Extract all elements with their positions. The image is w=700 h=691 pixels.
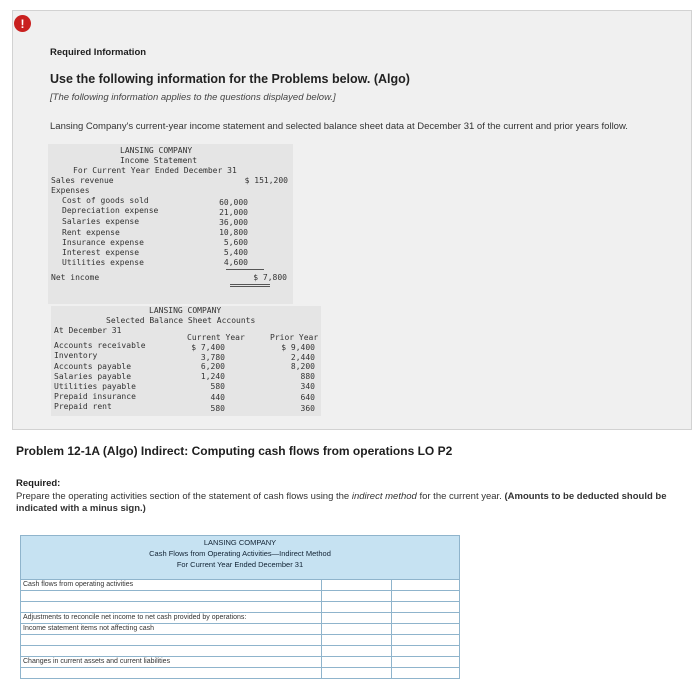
account-label: Utilities payable <box>54 382 136 391</box>
expense-value: 5,600 <box>223 238 248 247</box>
balance-sheet-date: At December 31 <box>54 326 122 335</box>
column-divider <box>391 613 392 623</box>
cash-flow-description-input[interactable] <box>23 635 319 645</box>
expense-value: 36,000 <box>219 218 248 227</box>
current-year-header: Current Year <box>187 333 245 342</box>
expense-label: Interest expense <box>62 248 140 257</box>
intro-text: Lansing Company's current-year income statement and selected balance sheet data at December 31 of the current and prior years follow. <box>50 121 628 132</box>
cash-flow-description-input[interactable] <box>23 591 319 601</box>
expense-label: Salaries expense <box>62 217 140 226</box>
cash-flow-row <box>20 591 460 602</box>
column-divider <box>321 624 322 634</box>
cash-flow-period: For Current Year Ended December 31 <box>176 560 304 569</box>
expense-label: Depreciation expense <box>62 206 159 215</box>
subtotal-rule <box>226 269 264 270</box>
cash-flow-total-input[interactable] <box>393 635 457 645</box>
expense-label: Utilities expense <box>62 258 144 267</box>
column-divider <box>391 624 392 634</box>
cash-flow-row-label: Income statement items not affecting cash <box>23 625 154 632</box>
column-divider <box>391 635 392 645</box>
cash-flow-row-label: Changes in current assets and current liabilities <box>23 658 171 665</box>
expense-label: Insurance expense <box>62 238 144 247</box>
cash-flow-amount-input[interactable] <box>323 580 389 590</box>
account-label: Accounts payable <box>54 362 132 371</box>
cash-flow-title: Cash Flows from Operating Activities—Indirect Method <box>149 549 331 558</box>
current-year-value: 580 <box>210 382 225 391</box>
total-double-rule <box>230 284 270 285</box>
cash-flow-row <box>20 613 460 624</box>
problem-title: Problem 12-1A (Algo) Indirect: Computing cash flows from operations LO P2 <box>16 444 453 458</box>
column-divider <box>391 668 392 678</box>
account-label: Salaries payable <box>54 372 132 381</box>
current-year-value: 3,780 <box>200 353 225 362</box>
required-label: Required: <box>16 478 61 489</box>
cash-flow-table-header <box>20 535 460 580</box>
current-year-value: 440 <box>210 393 225 402</box>
column-divider <box>321 657 322 667</box>
expense-value: 5,400 <box>223 248 248 257</box>
required-text-part: for the current year. <box>416 491 505 502</box>
cash-flow-row <box>20 635 460 646</box>
required-instructions <box>16 491 676 515</box>
account-label: Prepaid rent <box>54 402 112 411</box>
column-divider <box>321 591 322 601</box>
net-income-label: Net income <box>51 273 100 282</box>
cash-flow-total-input[interactable] <box>393 602 457 612</box>
expense-value: 10,800 <box>219 228 248 237</box>
cash-flow-amount-input[interactable] <box>323 613 389 623</box>
column-divider <box>321 580 322 590</box>
prior-year-value: 2,440 <box>290 353 315 362</box>
cash-flow-description-input[interactable] <box>23 646 319 656</box>
account-label: Prepaid insurance <box>54 392 136 401</box>
total-double-rule <box>230 286 270 287</box>
cash-flow-row <box>20 646 460 657</box>
income-statement-company: LANSING COMPANY <box>120 146 193 155</box>
expense-value: 21,000 <box>219 208 248 217</box>
cash-flow-row-label: Cash flows from operating activities <box>23 581 134 588</box>
column-divider <box>391 580 392 590</box>
required-information-label: Required Information <box>50 47 147 58</box>
cash-flow-company: LANSING COMPANY <box>203 538 277 547</box>
cash-flow-amount-input[interactable] <box>323 602 389 612</box>
cash-flow-amount-input[interactable] <box>323 646 389 656</box>
balance-sheet-title: Selected Balance Sheet Accounts <box>106 316 256 325</box>
cash-flow-amount-input[interactable] <box>323 657 389 667</box>
balance-sheet-company: LANSING COMPANY <box>149 306 222 315</box>
information-panel <box>12 10 692 430</box>
current-year-value: 6,200 <box>200 362 225 371</box>
cash-flow-description-input[interactable] <box>23 602 319 612</box>
current-year-value: 1,240 <box>200 372 225 381</box>
net-income-value: $ 7,800 <box>253 273 287 282</box>
account-label: Inventory <box>54 351 98 360</box>
alert-icon: ! <box>14 15 31 32</box>
income-statement-title: Income Statement <box>120 156 198 165</box>
sales-revenue-label: Sales revenue <box>51 176 114 185</box>
prior-year-value: 8,200 <box>290 362 315 371</box>
prior-year-value: 340 <box>300 382 315 391</box>
cash-flow-row-label: Adjustments to reconcile net income to net cash provided by operations: <box>23 614 247 621</box>
balance-sheet-accounts <box>51 306 321 416</box>
cash-flow-total-input[interactable] <box>393 613 457 623</box>
cash-flow-total-input[interactable] <box>393 668 457 678</box>
cash-flow-amount-input[interactable] <box>323 668 389 678</box>
column-divider <box>321 635 322 645</box>
cash-flow-row <box>20 602 460 613</box>
cash-flow-row <box>20 668 460 679</box>
prior-year-value: 880 <box>300 372 315 381</box>
cash-flow-total-input[interactable] <box>393 580 457 590</box>
column-divider <box>321 668 322 678</box>
column-divider <box>391 591 392 601</box>
prior-year-header: Prior Year <box>270 333 319 342</box>
expense-label: Rent expense <box>62 228 120 237</box>
expense-label: Cost of goods sold <box>62 196 149 205</box>
column-divider <box>391 646 392 656</box>
column-divider <box>321 602 322 612</box>
cash-flow-row <box>20 624 460 635</box>
problems-heading: Use the following information for the Problems below. (Algo) <box>50 72 410 86</box>
cash-flow-amount-input[interactable] <box>323 591 389 601</box>
cash-flow-total-input[interactable] <box>393 646 457 656</box>
cash-flow-amount-input[interactable] <box>323 635 389 645</box>
cash-flow-total-input[interactable] <box>393 591 457 601</box>
income-statement-period: For Current Year Ended December 31 <box>73 166 237 175</box>
applies-note: [The following information applies to the questions displayed below.] <box>50 92 336 103</box>
cash-flow-amount-input[interactable] <box>323 624 389 634</box>
sales-revenue-value: $ 151,200 <box>244 176 288 185</box>
expense-value: 4,600 <box>223 258 248 267</box>
column-divider <box>391 657 392 667</box>
cash-flow-total-input[interactable] <box>393 624 457 634</box>
column-divider <box>321 646 322 656</box>
cash-flow-description-input[interactable] <box>23 668 319 678</box>
income-statement <box>48 144 293 304</box>
column-divider <box>321 613 322 623</box>
cash-flow-row <box>20 580 460 591</box>
current-year-value: 580 <box>210 404 225 413</box>
prior-year-value: 360 <box>300 404 315 413</box>
expenses-label: Expenses <box>51 186 90 195</box>
prior-year-value: $ 9,400 <box>281 343 315 352</box>
account-label: Accounts receivable <box>54 341 146 350</box>
required-text-part: Prepare the operating activities section of the statement of cash flows using the <box>16 491 352 502</box>
cash-flow-row <box>20 657 460 668</box>
prior-year-value: 640 <box>300 393 315 402</box>
indirect-method-text: indirect method <box>351 491 417 502</box>
column-divider <box>391 602 392 612</box>
expense-value: 60,000 <box>219 198 248 207</box>
current-year-value: $ 7,400 <box>191 343 225 352</box>
cash-flow-total-input[interactable] <box>393 657 457 667</box>
minus-sign-note: (Amounts to be deducted should be indicated with a minus sign.) <box>16 491 667 514</box>
